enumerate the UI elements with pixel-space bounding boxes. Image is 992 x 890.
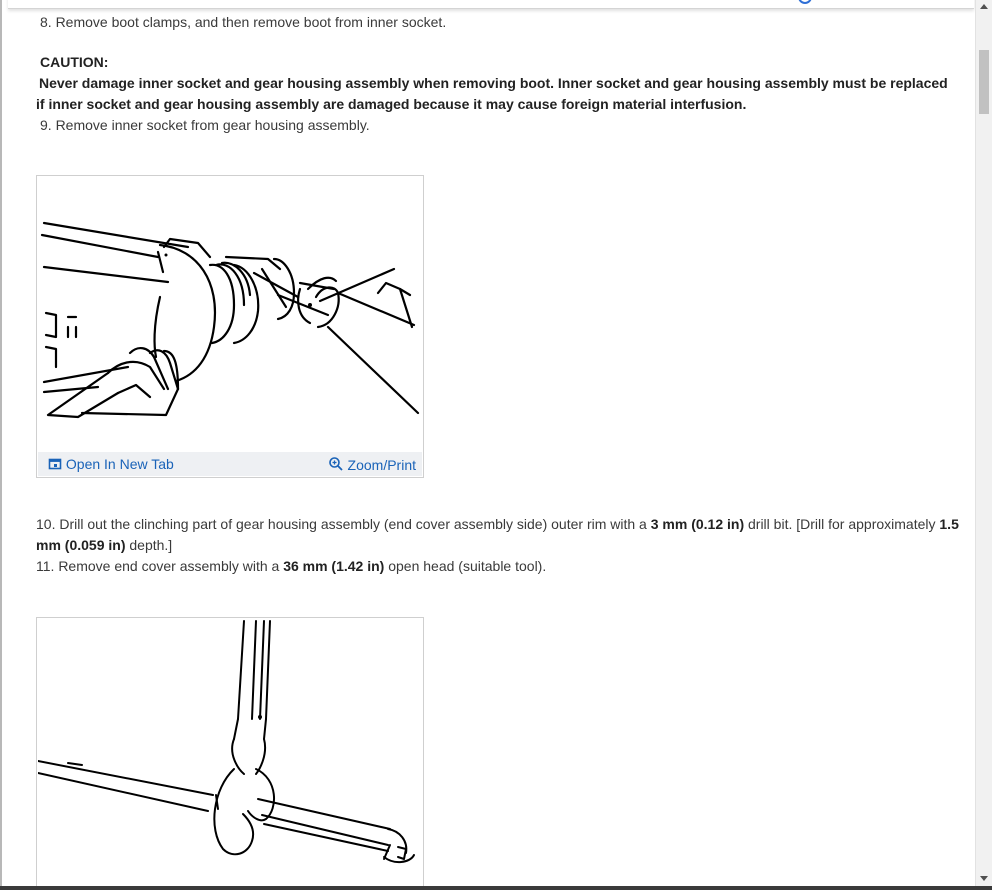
caution-label: CAUTION: xyxy=(40,54,109,70)
open-in-new-tab-icon xyxy=(48,457,62,471)
page-left-edge xyxy=(0,0,2,886)
step-11-text: 11. Remove end cover assembly with a 36 mm (1.42 in) open head (suitable tool). xyxy=(36,558,547,574)
figure-end-cover-removal xyxy=(36,617,424,886)
vertical-scrollbar[interactable] xyxy=(975,0,992,886)
step-9-text: 9. Remove inner socket from gear housing assembly. xyxy=(40,117,370,133)
step-8-text: 8. Remove boot clamps, and then remove boot from inner socket. xyxy=(40,14,447,30)
open-in-new-tab-label: Open In New Tab xyxy=(65,456,174,472)
end-cover-removal-illustration xyxy=(38,619,422,886)
floating-header-bar xyxy=(8,0,974,9)
scrollbar-thumb[interactable] xyxy=(979,50,989,114)
step-10-text: 10. Drill out the clinching part of gear housing assembly (end cover assembly side) outer rim with a 3 mm (0.12 in) drill bit. [Drill for approximately 1.5 mm (0.059 in) depth.] xyxy=(36,516,959,553)
window-bottom-edge xyxy=(0,886,992,890)
figure-inner-socket-removal xyxy=(36,175,424,478)
open-in-new-tab-link[interactable] xyxy=(48,456,174,472)
zoom-print-label: Zoom/Print xyxy=(347,457,416,473)
zoom-print-link[interactable] xyxy=(328,456,416,473)
scroll-down-arrow-icon[interactable] xyxy=(980,876,988,881)
zoom-in-icon xyxy=(328,456,344,472)
caution-text: Never damage inner socket and gear housing assembly when removing boot. Inner socket and gear housing assembly must be replaced if inner socket and gear housing assembly are damaged because it may cause foreign material interfusion. xyxy=(36,75,948,112)
figure-toolbar xyxy=(38,452,422,476)
scroll-up-arrow-icon[interactable] xyxy=(980,4,988,9)
inner-socket-removal-illustration xyxy=(38,177,422,451)
